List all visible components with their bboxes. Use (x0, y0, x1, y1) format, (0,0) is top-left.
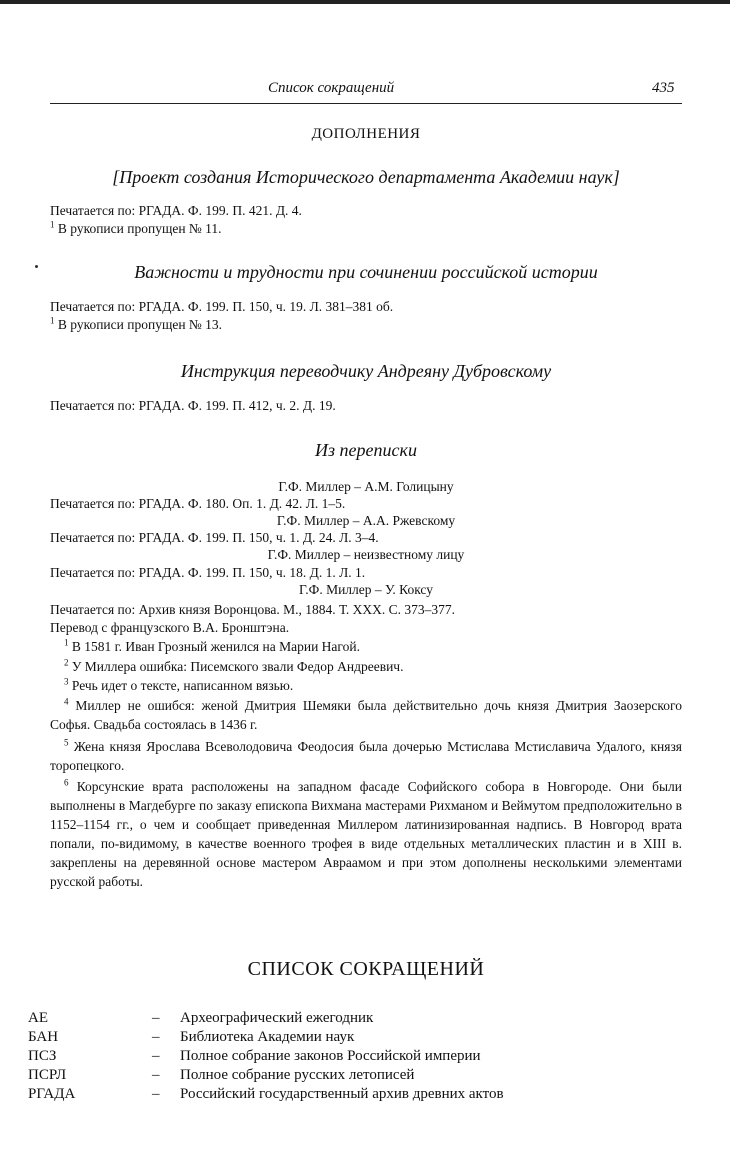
dash: – (152, 1010, 160, 1026)
footnote (50, 696, 682, 734)
footnote (50, 317, 222, 333)
abbreviation: БАН (28, 1029, 59, 1045)
source-line: Печатается по: РГАДА. Ф. 199. П. 412, ч. 2. Д. 19. (50, 398, 336, 413)
footnote-number: 1 (50, 315, 55, 326)
abbreviation-meaning: Археографический ежегодник (180, 1010, 374, 1026)
running-title: Список сокращений (268, 80, 395, 96)
footnote-text: Миллер не ошибся: женой Дмитрия Шемяки была действительно дочь князя Дмитрия Заозерского Софья. Свадьба состоялась в 1436 г. (50, 698, 682, 732)
source-line: Печатается по: РГАДА. Ф. 199. П. 150, ч. 19. Л. 381–381 об. (50, 299, 394, 314)
footnote-text: Жена князя Ярослава Всеволодовича Феодосия была дочерью Мстислава Мстиславича Удалого, князя торопецкого. (50, 739, 682, 773)
footnote-text: Речь идет о тексте, написанном вязью. (71, 678, 294, 693)
page-edge (0, 0, 730, 4)
footnote-number: 5 (64, 737, 69, 748)
dash: – (152, 1067, 160, 1083)
footnote-text: У Миллера ошибка: Писемского звали Федор Андреевич. (71, 659, 404, 674)
source-line: Печатается по: РГАДА. Ф. 180. Оп. 1. Д. 42. Л. 1–5. (50, 496, 346, 511)
section-title: Важности и трудности при сочинении российской истории (134, 262, 598, 282)
page-number: 435 (652, 80, 675, 96)
abbreviation-meaning: Российский государственный архив древних актов (180, 1086, 504, 1102)
dash: – (152, 1086, 160, 1102)
footnote-number: 2 (64, 657, 69, 668)
abbreviation-meaning: Полное собрание русских летописей (180, 1067, 415, 1083)
footnote-text: В рукописи пропущен № 13. (57, 317, 223, 332)
footnote (50, 221, 222, 237)
letter-header: Г.Ф. Миллер – А.М. Голицыну (278, 479, 454, 494)
footnote-number: 6 (64, 777, 69, 788)
footnote (64, 678, 293, 694)
source-line: Печатается по: РГАДА. Ф. 199. П. 150, ч. 18. Д. 1. Л. 1. (50, 565, 366, 580)
footnote-text: В 1581 г. Иван Грозный женился на Марии Нагой. (71, 639, 360, 654)
abbreviations-title: СПИСОК СОКРАЩЕНИЙ (247, 958, 485, 980)
abbreviation: РГАДА (28, 1086, 76, 1102)
translation-note: Перевод с французского В.А. Бронштэна. (50, 620, 290, 635)
footnote (64, 639, 360, 655)
abbreviation-meaning: Полное собрание законов Российской империи (180, 1048, 481, 1064)
footnote-number: 3 (64, 676, 69, 687)
abbreviation-meaning: Библиотека Академии наук (180, 1029, 355, 1045)
section-title: Инструкция переводчику Андреяну Дубровскому (180, 361, 552, 381)
scan-speck (35, 265, 38, 268)
header-rule (50, 103, 682, 104)
letter-header: Г.Ф. Миллер – А.А. Ржевскому (276, 513, 456, 528)
footnote (50, 737, 682, 775)
footnote-number: 1 (64, 637, 69, 648)
footnote (64, 659, 403, 675)
source-line: Печатается по: Архив князя Воронцова. М., 1884. Т. XXX. С. 373–377. (50, 602, 456, 617)
dash: – (152, 1048, 160, 1064)
dash: – (152, 1029, 160, 1045)
section-title: Из переписки (315, 440, 417, 460)
footnote-number: 4 (64, 696, 69, 707)
abbreviation: ПСЗ (28, 1048, 57, 1064)
footnote (50, 777, 682, 891)
additions-title: ДОПОЛНЕНИЯ (311, 126, 421, 142)
footnote-text: Корсунские врата расположены на западном фасаде Софийского собора в Новгороде. Они были выполнены в Магдебурге по заказу епископа Вихмана мастерами Рихманом и Веймутом предположительно в 1152–1154 гг., о чем и сообщает приведенная Миллером латинизированная надпись. В Новгород врата попали, по-видимому, в качестве военного трофея в виде отдельных металлических пластин и в XIII в. закреплены на деревянной основе мастером Авраамом и при этом дополнены несколькими элементами русской работы. (50, 779, 682, 889)
source-line: Печатается по: РГАДА. Ф. 199. П. 421. Д. 4. (50, 203, 302, 218)
letter-header: Г.Ф. Миллер – У. Коксу (299, 582, 433, 597)
abbreviation: АЕ (28, 1010, 48, 1026)
letter-header: Г.Ф. Миллер – неизвестному лицу (267, 547, 465, 562)
footnote-number: 1 (50, 219, 55, 230)
source-line: Печатается по: РГАДА. Ф. 199. П. 150, ч. 1. Д. 24. Л. 3–4. (50, 530, 379, 545)
footnote-text: В рукописи пропущен № 11. (57, 221, 222, 236)
abbreviation: ПСРЛ (28, 1067, 67, 1083)
section-title: [Проект создания Исторического департамента Академии наук] (112, 167, 620, 187)
